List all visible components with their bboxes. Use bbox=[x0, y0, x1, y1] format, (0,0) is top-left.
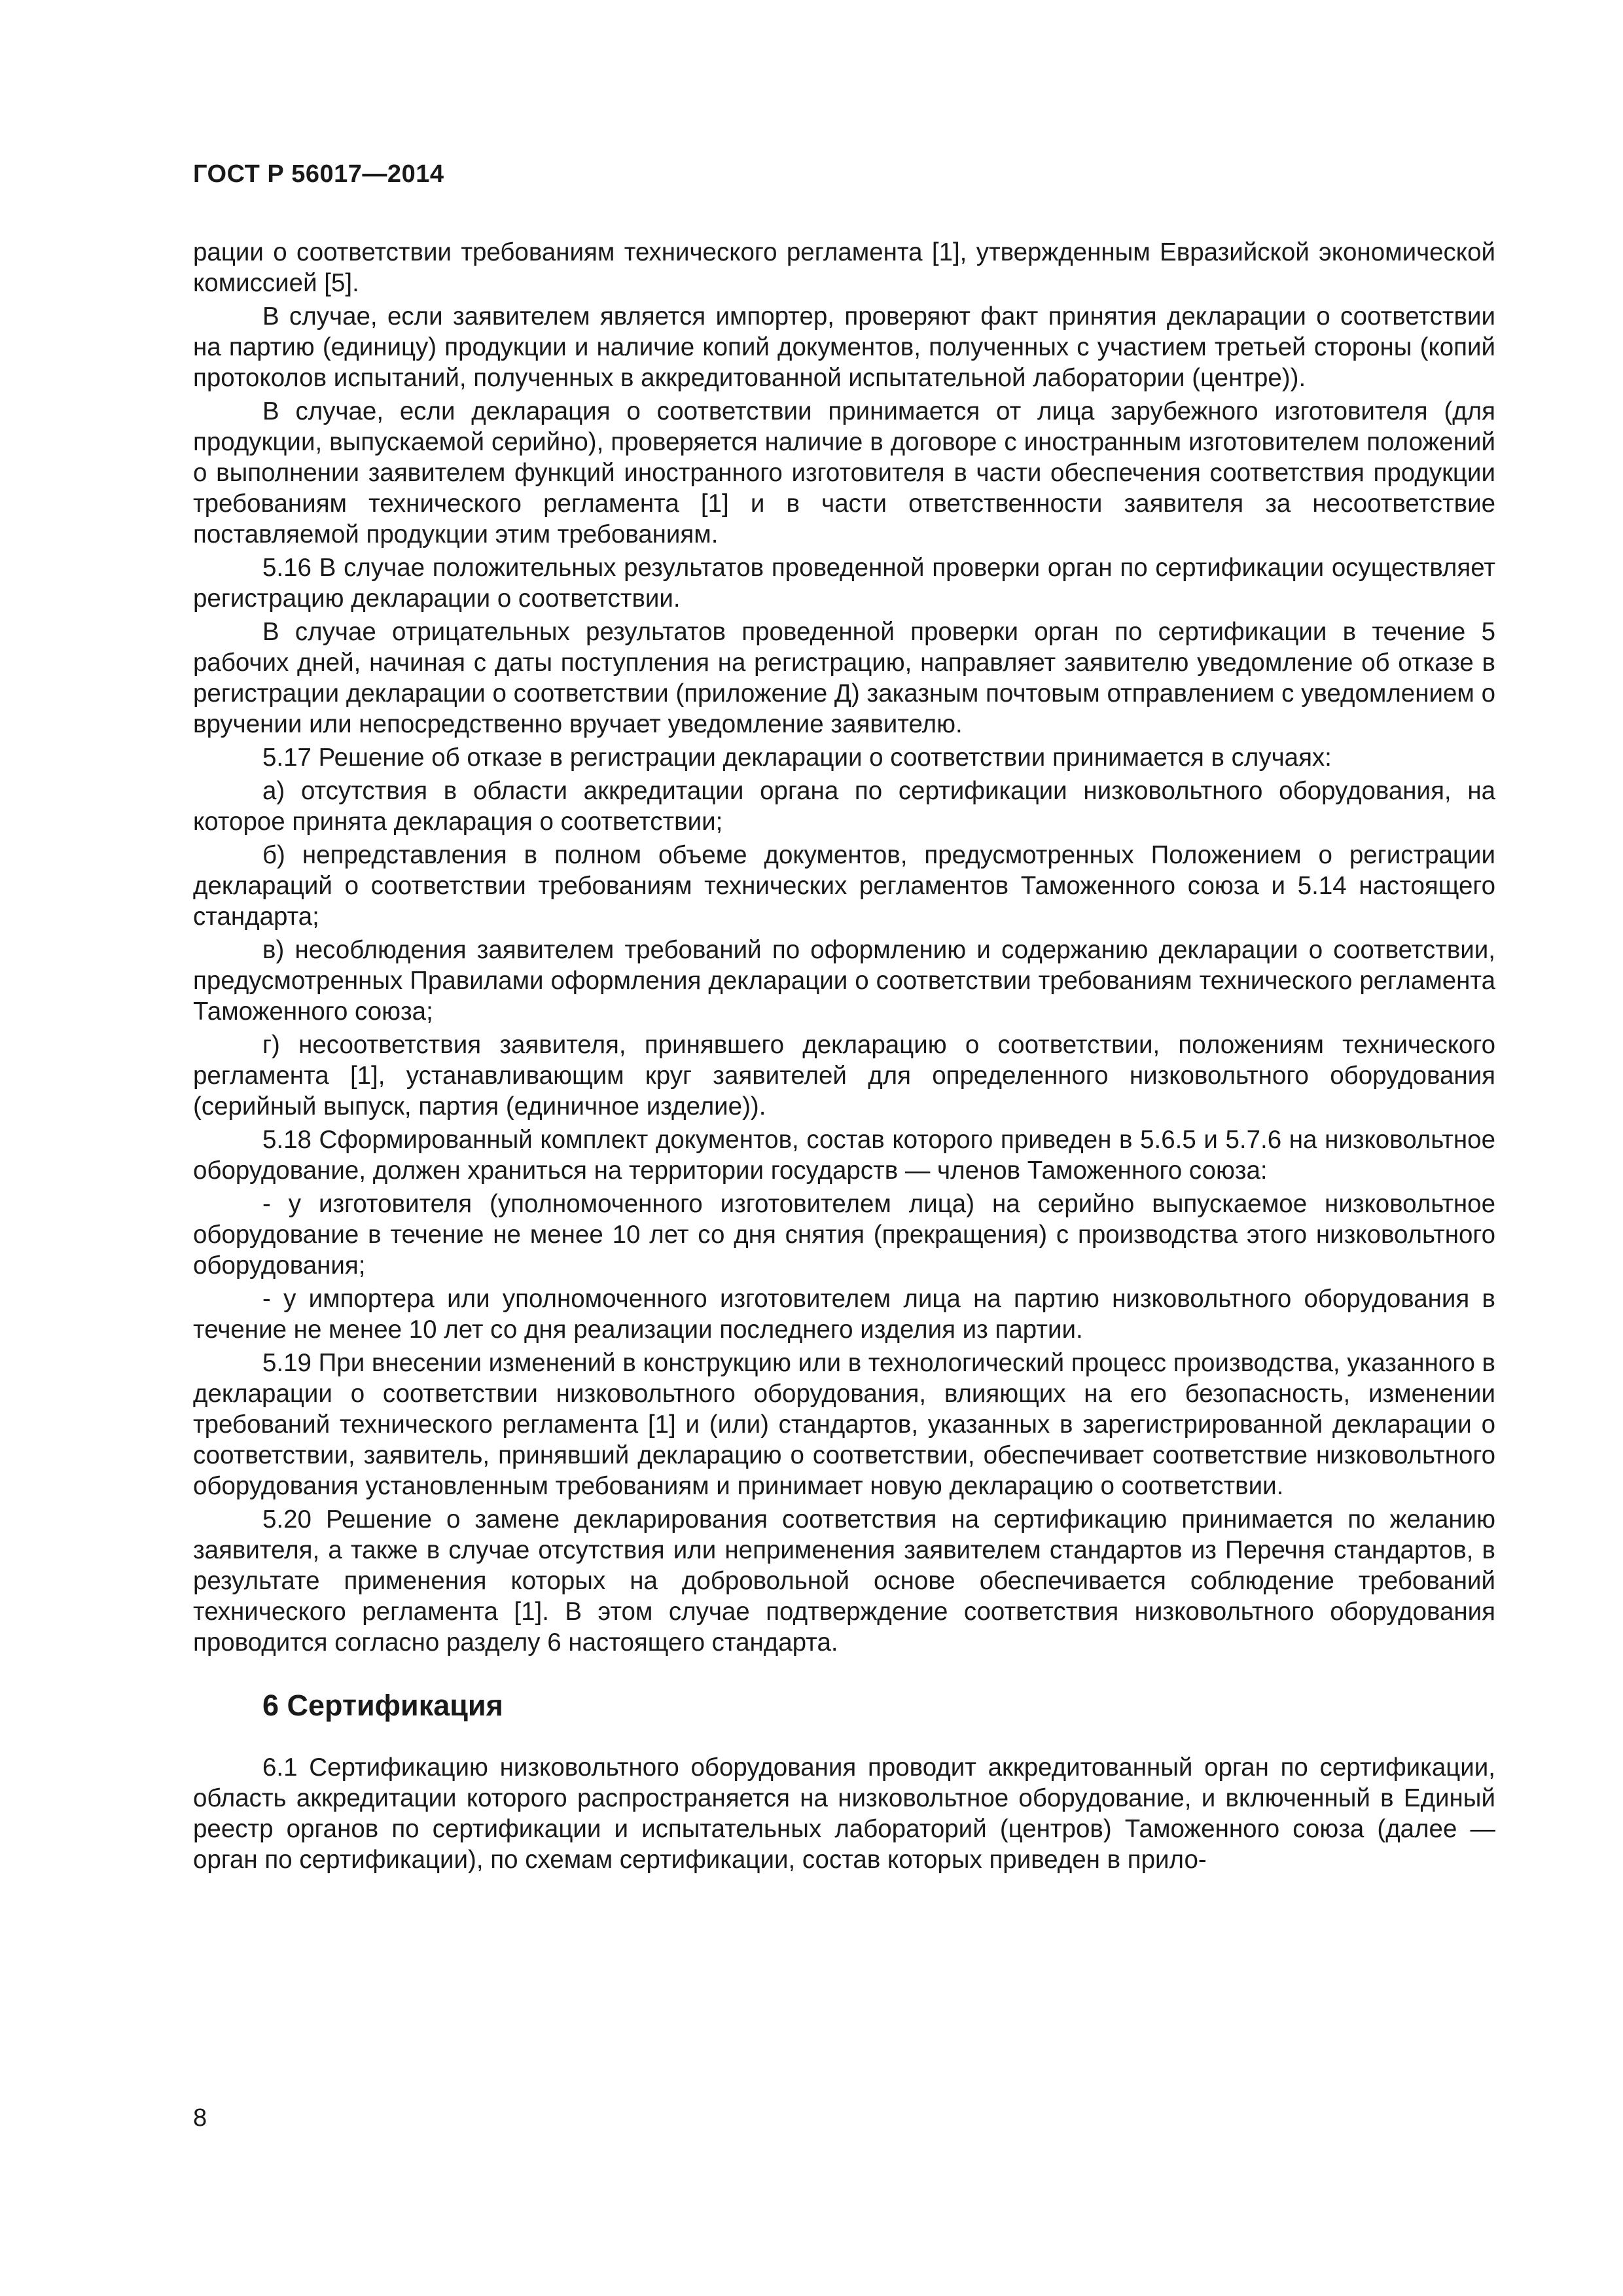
paragraphs-before-section bbox=[193, 237, 1495, 1658]
body-paragraph: В случае, если декларация о соответствии принимается от лица зарубежного изготовителя (для продукции, выпускаемой серийно), проверяется наличие в договоре с иностранным изготовителем положений о выполнении заявителем функций иностранного изготовителя в части обеспечения соответствия продукции требованиям технического регламента [1] и в части ответственности заявителя за несоответствие поставляемой продукции этим требованиям. bbox=[193, 397, 1495, 548]
body-paragraph: г) несоответствия заявителя, принявшего декларацию о соответствии, положениям технического регламента [1], устанавливающим круг заявителей для определенного низковольтного оборудования (серийный выпуск, партия (единичное изделие)). bbox=[193, 1031, 1495, 1121]
body-paragraph: 5.18 Сформированный комплект документов, состав которого приведен в 5.6.5 и 5.7.6 на низковольтное оборудование, должен храниться на территории государств — членов Таможенного союза: bbox=[193, 1126, 1495, 1185]
body-paragraph: а) отсутствия в области аккредитации органа по сертификации низковольтного оборудования, на которое принята декларация о соответствии; bbox=[193, 777, 1495, 836]
body-paragraph: В случае отрицательных результатов проведенной проверки орган по сертификации в течение 5 рабочих дней, начиная с даты поступления на регистрацию, направляет заявителю уведомление об отказе в регистрации декларации о соответствии (приложение Д) заказным почтовым отправлением с уведомлением о вручении или непосредственно вручает уведомление заявителю. bbox=[193, 618, 1495, 738]
body-paragraph: 6.1 Сертификацию низковольтного оборудования проводит аккредитованный орган по сертификации, область аккредитации которого распространяется на низковольтное оборудование, и включенный в Единый реестр органов по сертификации и испытательных лабораторий (центров) Таможенного союза (далее — орган по сертификации), по схемам сертификации, состав которых приведен в прило- bbox=[193, 1753, 1495, 1874]
page-number: 8 bbox=[193, 2104, 207, 2132]
body-paragraph: 5.19 При внесении изменений в конструкцию или в технологический процесс производства, указанного в декларации о соответствии низковольтного оборудования, влияющих на его безопасность, изменении требований технического регламента [1] и (или) стандартов, указанных в зарегистрированной декларации о соответствии, заявитель, принявший декларацию о соответствии, обеспечивает соответствие низковольтного оборудования установленным требованиям и принимает новую декларацию о соответствии. bbox=[193, 1349, 1495, 1500]
body-paragraph: - у изготовителя (уполномоченного изготовителем лица) на серийно выпускаемое низковольтное оборудование в течение не менее 10 лет со дня снятия (прекращения) с производства этого низковольтного оборудования; bbox=[193, 1190, 1495, 1280]
body-paragraph: рации о соответствии требованиям технического регламента [1], утвержденным Евразийской экономической комиссией [5]. bbox=[193, 238, 1495, 297]
paragraphs-after-section bbox=[193, 1752, 1495, 1875]
section-heading: 6 Сертификация bbox=[262, 1689, 503, 1722]
body-paragraph: В случае, если заявителем является импортер, проверяют факт принятия декларации о соответствии на партию (единицу) продукции и наличие копий документов, полученных с участием третьей стороны (копий протоколов испытаний, полученных в аккредитованной испытательной лаборатории (центре)). bbox=[193, 302, 1495, 392]
body-paragraph: 5.20 Решение о замене декларирования соответствия на сертификацию принимается по желанию заявителя, а также в случае отсутствия или неприменения заявителем стандартов из Перечня стандартов, в результате применения которых на добровольной основе обеспечивается соблюдение требований технического регламента [1]. В этом случае подтверждение соответствия низковольтного оборудования проводится согласно разделу 6 настоящего стандарта. bbox=[193, 1505, 1495, 1657]
document-code-header: ГОСТ Р 56017—2014 bbox=[193, 160, 444, 188]
document-body bbox=[193, 237, 1495, 1878]
body-paragraph: в) несоблюдения заявителем требований по оформлению и содержанию декларации о соответствии, предусмотренных Правилами оформления декларации о соответствии требованиям технического регламента Таможенного союза; bbox=[193, 936, 1495, 1026]
body-paragraph: б) непредставления в полном объеме документов, предусмотренных Положением о регистрации деклараций о соответствии требованиям технических регламентов Таможенного союза и 5.14 настоящего стандарта; bbox=[193, 841, 1495, 931]
body-paragraph: 5.17 Решение об отказе в регистрации декларации о соответствии принимается в случаях: bbox=[262, 744, 1332, 772]
body-paragraph: 5.16 В случае положительных результатов проведенной проверки орган по сертификации осуществляет регистрацию декларации о соответствии. bbox=[193, 554, 1495, 613]
body-paragraph: - у импортера или уполномоченного изготовителем лица на партию низковольтного оборудования в течение не менее 10 лет со дня реализации последнего изделия из партии. bbox=[193, 1285, 1495, 1344]
